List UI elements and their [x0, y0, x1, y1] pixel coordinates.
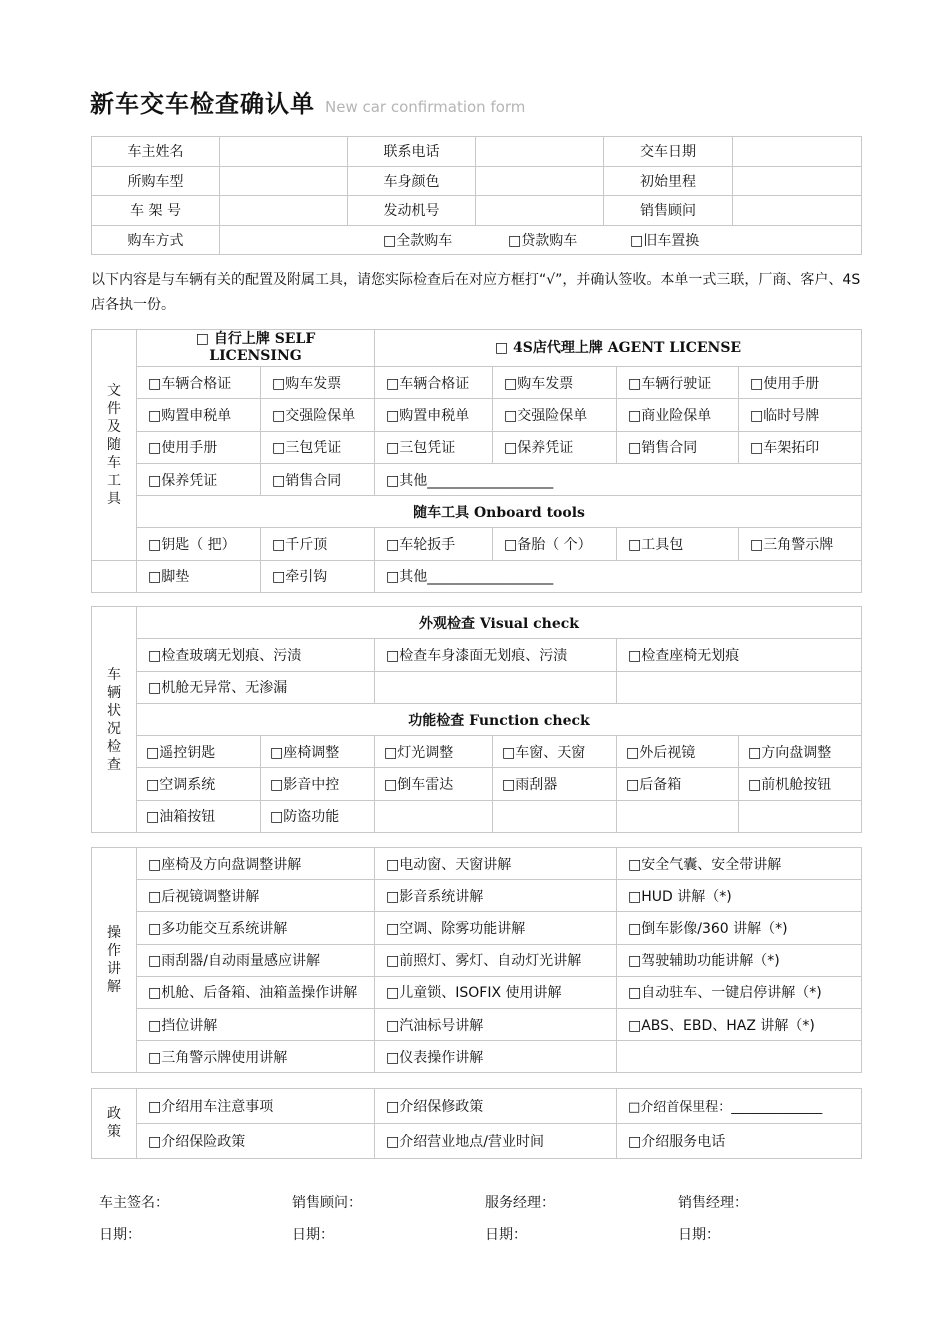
- owner-name-field[interactable]: [220, 137, 348, 167]
- sales-consultant-signature-label: 销售顾问：: [292, 1195, 362, 1211]
- checkbox-item[interactable]: □雨刮器/自动雨量感应讲解: [137, 944, 375, 976]
- side-char: 及: [107, 418, 121, 435]
- title-subtitle: New car confirmation form: [325, 98, 526, 116]
- checkbox-item[interactable]: □挡位讲解: [137, 1008, 375, 1040]
- sales-manager-signature-label: 销售经理：: [678, 1195, 748, 1211]
- function-check-header: 功能检查 Function check: [137, 703, 862, 735]
- side-char: 政: [107, 1106, 121, 1123]
- checkbox-item[interactable]: □钥匙（ 把）: [137, 528, 261, 560]
- side-char: 操: [107, 925, 121, 942]
- table-row: [92, 976, 862, 1008]
- table-row: [92, 367, 862, 399]
- checkbox-other[interactable]: □其他__________________: [375, 560, 862, 592]
- checkbox-item[interactable]: □雨刮器: [493, 768, 617, 800]
- table-row: [92, 768, 862, 800]
- checkbox-item[interactable]: □销售合同: [261, 463, 375, 495]
- checkbox-item[interactable]: □检查车身漆面无划痕、污渍: [375, 639, 617, 671]
- table-row: [92, 196, 862, 226]
- checkbox-item[interactable]: □车窗、天窗: [493, 736, 617, 768]
- option-full-payment[interactable]: □全款购车: [383, 232, 453, 249]
- table-row: [92, 1041, 862, 1073]
- table-row: [92, 560, 862, 592]
- section-label-operation: [92, 848, 137, 1073]
- label-purchase-method: 购车方式: [92, 225, 220, 255]
- checkbox-item[interactable]: □购车发票: [261, 367, 375, 399]
- service-manager-signature-label: 服务经理：: [485, 1195, 555, 1211]
- empty-cell: [739, 800, 862, 832]
- table-row: [92, 736, 862, 768]
- label-engine-no: 发动机号: [348, 196, 476, 226]
- empty-cell: [375, 800, 493, 832]
- checkbox-item[interactable]: □座椅及方向盘调整讲解: [137, 848, 375, 880]
- empty-cell: [375, 671, 617, 703]
- title-main: 新车交车检查确认单: [90, 90, 315, 118]
- table-row: [92, 225, 862, 255]
- date-label: 日期：: [99, 1227, 141, 1243]
- side-char: 策: [107, 1124, 121, 1141]
- checkbox-item[interactable]: □影音中控: [261, 768, 375, 800]
- checkbox-item[interactable]: □保养凭证: [137, 463, 261, 495]
- checkbox-item[interactable]: □牵引钩: [261, 560, 375, 592]
- checkbox-item[interactable]: □车轮扳手: [375, 528, 493, 560]
- checkbox-item[interactable]: □脚垫: [137, 560, 261, 592]
- date-label: 日期：: [292, 1227, 334, 1243]
- checkbox-item[interactable]: □前机舱按钮: [739, 768, 862, 800]
- table-row: [92, 137, 862, 167]
- label-phone: 联系电话: [348, 137, 476, 167]
- checkbox-item[interactable]: □倒车影像/360 讲解（*): [617, 912, 862, 944]
- label-vin: 车 架 号: [92, 196, 220, 226]
- table-row: [92, 463, 862, 495]
- side-char: 具: [107, 490, 121, 507]
- table-row: [92, 330, 862, 367]
- table-row: [92, 848, 862, 880]
- table-row: [92, 1123, 862, 1158]
- side-char: 讲: [107, 961, 121, 978]
- checkbox-item[interactable]: □HUD 讲解（*): [617, 880, 862, 912]
- checkbox-item[interactable]: □介绍保险政策: [137, 1123, 375, 1158]
- option-trade-in[interactable]: □旧车置换: [630, 232, 700, 249]
- checkbox-item[interactable]: □机舱无异常、无渗漏: [137, 671, 375, 703]
- checkbox-item[interactable]: □交强险保单: [493, 399, 617, 431]
- option-loan[interactable]: □贷款购车: [508, 232, 578, 249]
- checkbox-item[interactable]: □机舱、后备箱、油箱盖操作讲解: [137, 976, 375, 1008]
- documents-tools-table: [91, 329, 862, 593]
- checkbox-item[interactable]: □千斤顶: [261, 528, 375, 560]
- checkbox-item[interactable]: □ABS、EBD、HAZ 讲解（*): [617, 1008, 862, 1040]
- label-car-model: 所购车型: [92, 166, 220, 196]
- checkbox-item[interactable]: □三角警示牌使用讲解: [137, 1041, 375, 1073]
- vin-field[interactable]: [220, 196, 348, 226]
- checkbox-item[interactable]: □购置申税单: [137, 399, 261, 431]
- section-label-policy: [92, 1089, 137, 1159]
- checkbox-item[interactable]: □油箱按钮: [137, 800, 261, 832]
- engine-no-field[interactable]: [476, 196, 604, 226]
- checkbox-item[interactable]: □倒车雷达: [375, 768, 493, 800]
- checkbox-item[interactable]: □影音系统讲解: [375, 880, 617, 912]
- table-row: [92, 639, 862, 671]
- table-row: [92, 912, 862, 944]
- checkbox-item[interactable]: □后备箱: [617, 768, 739, 800]
- table-row: [92, 399, 862, 431]
- operation-explanation-table: [91, 847, 862, 1073]
- self-licensing-option[interactable]: □ 自行上牌 SELF LICENSING: [137, 330, 375, 367]
- checkbox-item[interactable]: □三角警示牌: [739, 528, 862, 560]
- checkbox-item[interactable]: □保养凭证: [493, 431, 617, 463]
- table-row: [92, 496, 862, 528]
- checkbox-item[interactable]: □介绍服务电话: [617, 1123, 862, 1158]
- checkbox-item[interactable]: □使用手册: [739, 367, 862, 399]
- car-model-field[interactable]: [220, 166, 348, 196]
- date-label: 日期：: [678, 1227, 720, 1243]
- checkbox-item[interactable]: □临时号牌: [739, 399, 862, 431]
- customer-info-table: [91, 136, 862, 255]
- table-row: [92, 800, 862, 832]
- checkbox-item[interactable]: □自动驻车、一键启停讲解（*): [617, 976, 862, 1008]
- checkbox-item[interactable]: □仪表操作讲解: [375, 1041, 617, 1073]
- side-char: 况: [107, 720, 121, 737]
- policy-table: [91, 1088, 862, 1159]
- empty-cell: [617, 800, 739, 832]
- table-row: [92, 1089, 862, 1124]
- agent-license-option[interactable]: □ 4S店代理上牌 AGENT LICENSE: [375, 330, 862, 367]
- checkbox-item[interactable]: □儿童锁、ISOFIX 使用讲解: [375, 976, 617, 1008]
- table-row: [92, 528, 862, 560]
- checkbox-item[interactable]: □介绍用车注意事项: [137, 1089, 375, 1124]
- initial-mileage-field[interactable]: [733, 166, 862, 196]
- date-label: 日期：: [485, 1227, 527, 1243]
- checkbox-item[interactable]: □多功能交互系统讲解: [137, 912, 375, 944]
- checkbox-item[interactable]: □车辆合格证: [137, 367, 261, 399]
- table-row: [92, 703, 862, 735]
- empty-cell: [493, 800, 617, 832]
- checkbox-item[interactable]: □购置申税单: [375, 399, 493, 431]
- section-label-documents: [92, 330, 137, 561]
- label-sales-consultant: 销售顾问: [604, 196, 733, 226]
- side-char: 车: [107, 666, 121, 683]
- checkbox-item[interactable]: □三包凭证: [375, 431, 493, 463]
- checkbox-item[interactable]: □安全气囊、安全带讲解: [617, 848, 862, 880]
- table-row: [92, 431, 862, 463]
- label-owner-name: 车主姓名: [92, 137, 220, 167]
- checkbox-item[interactable]: □介绍保修政策: [375, 1089, 617, 1124]
- side-char: 辆: [107, 684, 121, 701]
- table-row: [92, 671, 862, 703]
- empty-cell: [617, 1041, 862, 1073]
- side-char: 查: [107, 756, 121, 773]
- side-char: 检: [107, 738, 121, 755]
- checkbox-item[interactable]: □前照灯、雾灯、自动灯光讲解: [375, 944, 617, 976]
- side-char: 文: [107, 382, 121, 399]
- checkbox-item[interactable]: □空调、除雾功能讲解: [375, 912, 617, 944]
- side-char: 随: [107, 436, 121, 453]
- visual-check-header: 外观检查 Visual check: [137, 607, 862, 639]
- checkbox-item[interactable]: □方向盘调整: [739, 736, 862, 768]
- table-row: [92, 944, 862, 976]
- checkbox-item[interactable]: □防盗功能: [261, 800, 375, 832]
- vehicle-check-table: [91, 606, 862, 833]
- side-char: 工: [107, 472, 121, 489]
- checkbox-item[interactable]: □交强险保单: [261, 399, 375, 431]
- checkbox-item[interactable]: □商业险保单: [617, 399, 739, 431]
- checkbox-item[interactable]: □购车发票: [493, 367, 617, 399]
- owner-signature-label: 车主签名：: [99, 1195, 169, 1211]
- table-row: [92, 607, 862, 639]
- onboard-tools-header: 随车工具 Onboard tools: [137, 496, 862, 528]
- checkbox-item[interactable]: □介绍营业地点/营业时间: [375, 1123, 617, 1158]
- delivery-date-field[interactable]: [733, 137, 862, 167]
- checkbox-item[interactable]: □后视镜调整讲解: [137, 880, 375, 912]
- table-row: [92, 880, 862, 912]
- checkbox-item[interactable]: □驾驶辅助功能讲解（*): [617, 944, 862, 976]
- checkbox-first-maintenance-mileage[interactable]: □介绍首保里程：______________: [617, 1089, 862, 1124]
- checkbox-item[interactable]: □电动窗、天窗讲解: [375, 848, 617, 880]
- side-char: 作: [107, 943, 121, 960]
- table-row: [92, 1008, 862, 1040]
- checkbox-item[interactable]: □检查座椅无划痕: [617, 639, 862, 671]
- side-char: 车: [107, 454, 121, 471]
- label-initial-mileage: 初始里程: [604, 166, 733, 196]
- checkbox-item[interactable]: □空调系统: [137, 768, 261, 800]
- side-char: 件: [107, 400, 121, 417]
- purchase-method-options: [220, 225, 862, 255]
- checkbox-item[interactable]: □车架拓印: [739, 431, 862, 463]
- checkbox-item[interactable]: □灯光调整: [375, 736, 493, 768]
- side-char: 解: [107, 979, 121, 996]
- table-row: [92, 166, 862, 196]
- label-body-color: 车身颜色: [348, 166, 476, 196]
- checkbox-item[interactable]: □座椅调整: [261, 736, 375, 768]
- checkbox-item[interactable]: □车辆合格证: [375, 367, 493, 399]
- checkbox-other[interactable]: □其他__________________: [375, 463, 862, 495]
- checkbox-item[interactable]: □销售合同: [617, 431, 739, 463]
- phone-field[interactable]: [476, 137, 604, 167]
- section-label-vehicle: [92, 607, 137, 833]
- checkbox-item[interactable]: □遥控钥匙: [137, 736, 261, 768]
- label-delivery-date: 交车日期: [604, 137, 733, 167]
- checkbox-item[interactable]: □车辆行驶证: [617, 367, 739, 399]
- sales-consultant-field[interactable]: [733, 196, 862, 226]
- checkbox-item[interactable]: □汽油标号讲解: [375, 1008, 617, 1040]
- empty-cell: [617, 671, 862, 703]
- checkbox-item[interactable]: □工具包: [617, 528, 739, 560]
- page-title: [90, 84, 525, 120]
- checkbox-item[interactable]: □三包凭证: [261, 431, 375, 463]
- body-color-field[interactable]: [476, 166, 604, 196]
- checkbox-item[interactable]: □检查玻璃无划痕、污渍: [137, 639, 375, 671]
- checkbox-item[interactable]: □使用手册: [137, 431, 261, 463]
- side-cell-filler: [92, 560, 137, 592]
- checkbox-item[interactable]: □备胎（ 个）: [493, 528, 617, 560]
- instruction-note: 以下内容是与车辆有关的配置及附属工具，请您实际检查后在对应方框打“√”，并确认签收。本单一式三联，厂商、客户、4S店各执一份。: [91, 272, 861, 313]
- side-char: 状: [107, 702, 121, 719]
- checkbox-item[interactable]: □外后视镜: [617, 736, 739, 768]
